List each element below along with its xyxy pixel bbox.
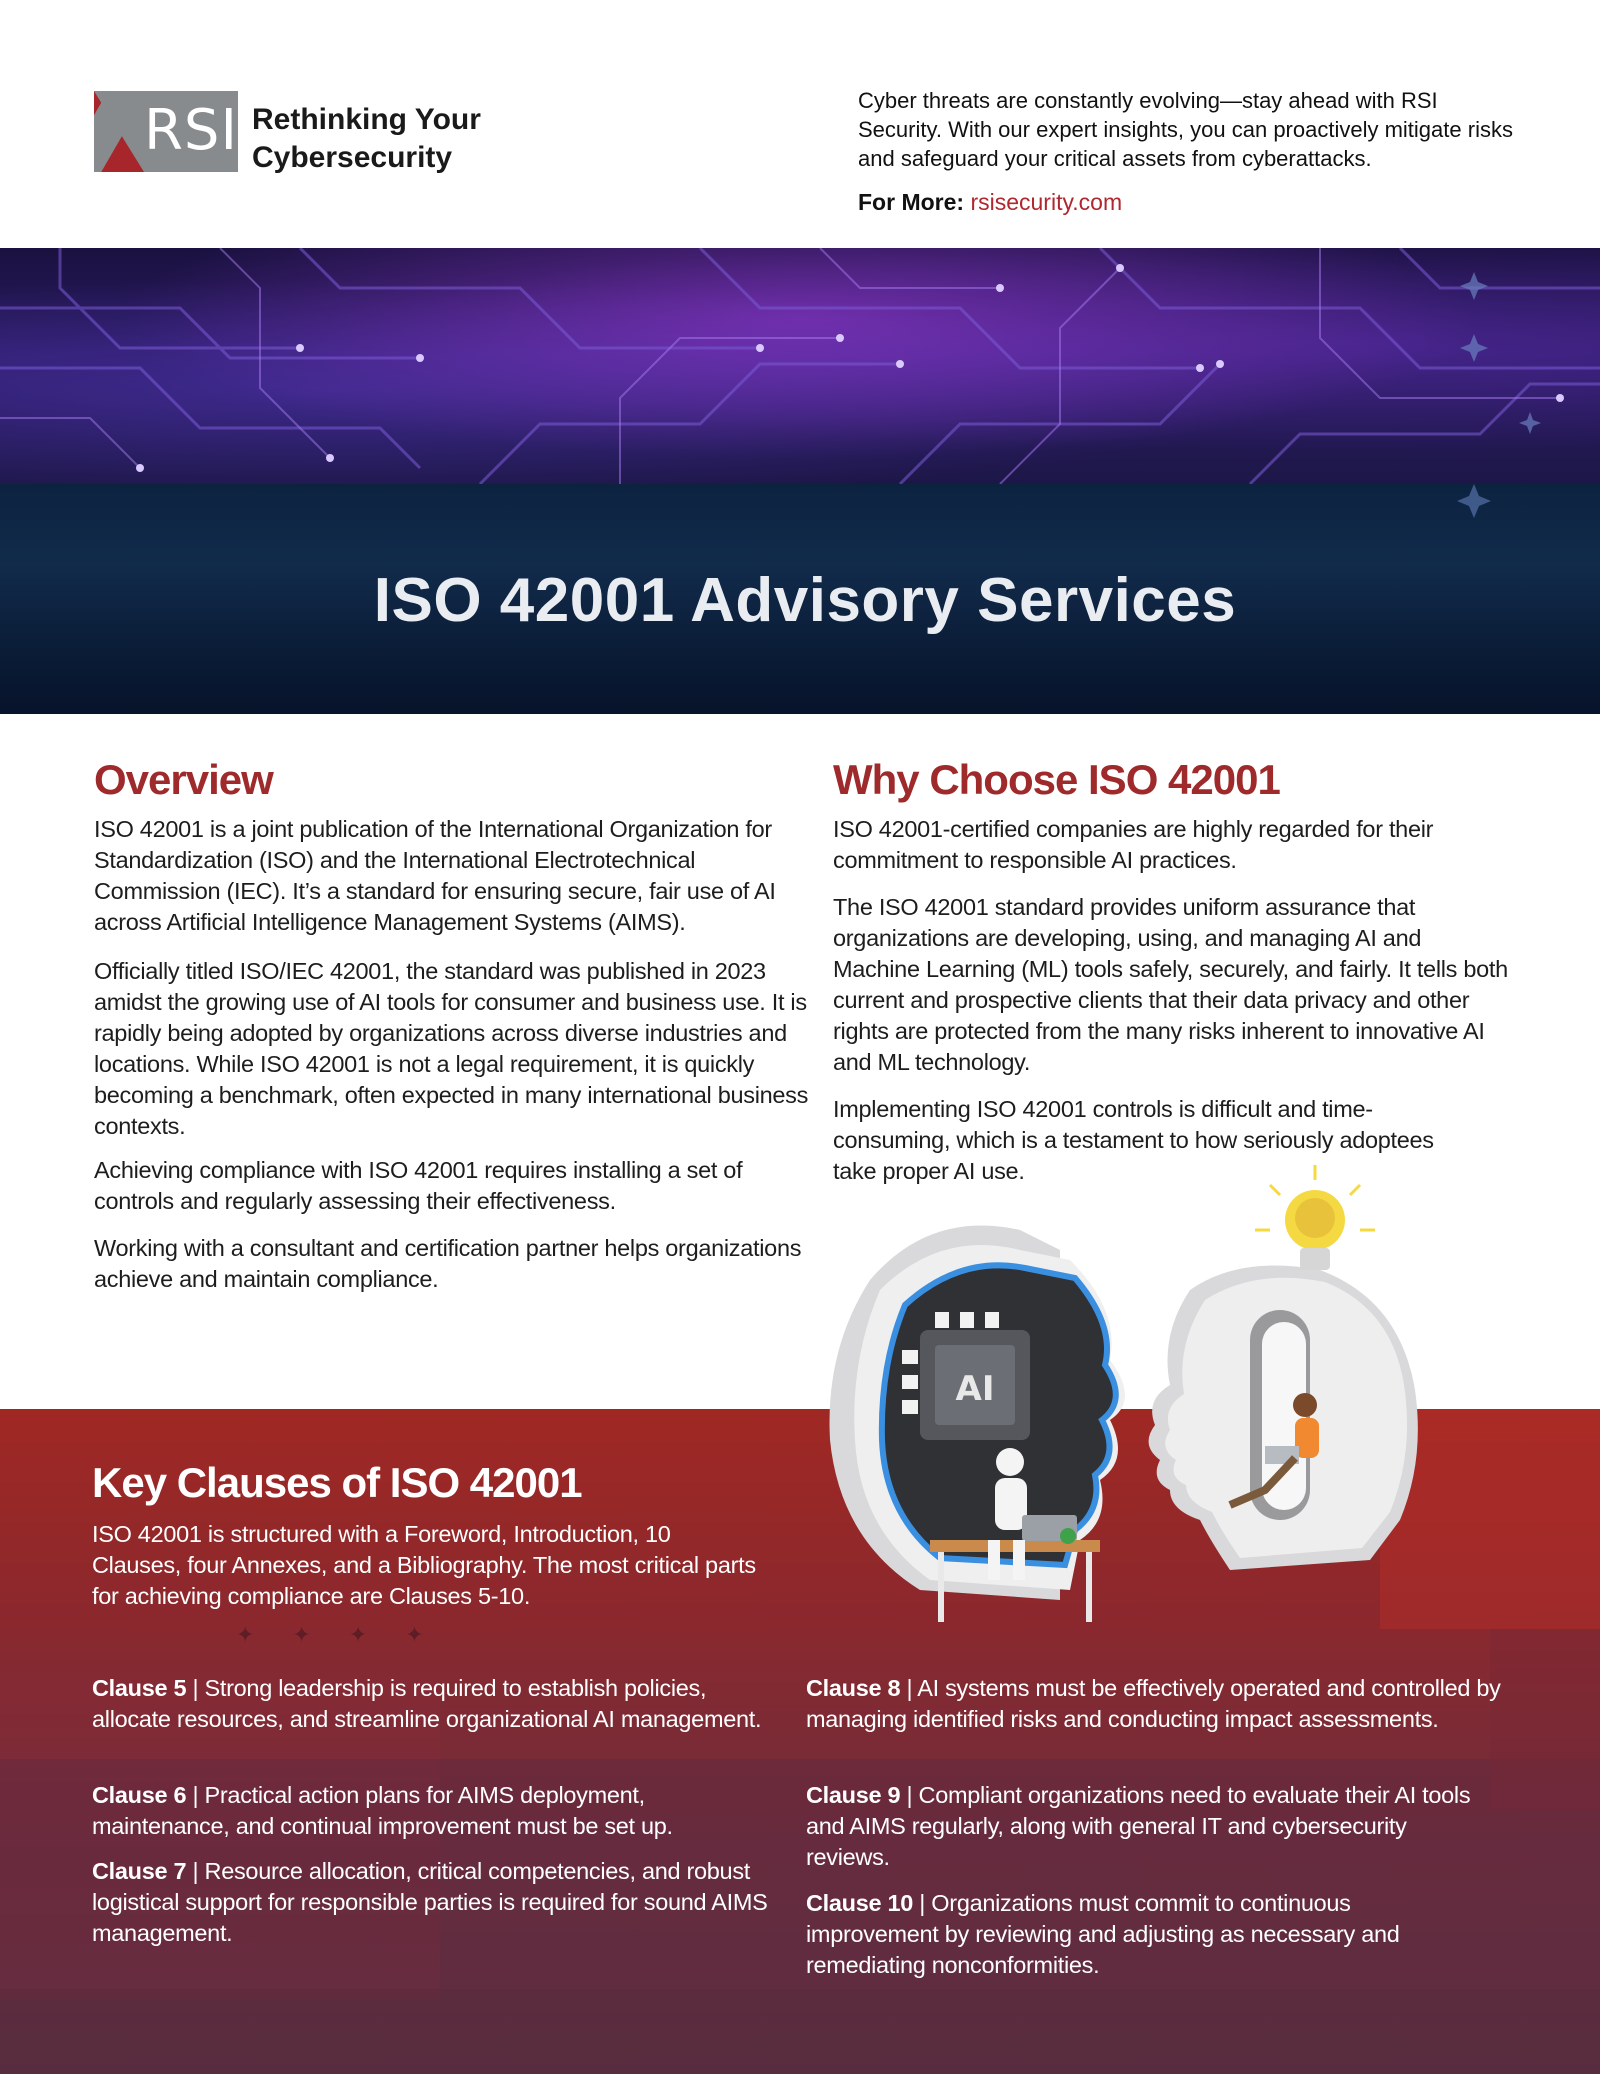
decorative-sparkles: ✦✦✦✦ — [236, 1623, 462, 1648]
clause-8-title: Clause 8 — [806, 1675, 901, 1701]
why-paragraph-2: The ISO 42001 standard provides uniform assurance that organizations are developing, using, and managing AI and Machine Learning (ML) tools safely, securely, and fairly. It tells both current and prospective clients that their data privacy and other rights are protected from the many risks inherent to innovative AI and ML technology. — [833, 894, 1508, 1075]
clause-8 — [806, 1673, 1506, 1735]
overview-paragraph-4: Working with a consultant and certification partner helps organizations achieve and maintain compliance. — [94, 1235, 802, 1292]
overview-paragraph-3: Achieving compliance with ISO 42001 requires installing a set of controls and regularly assessing their effectiveness. — [94, 1157, 743, 1214]
chip-label: AI — [955, 1369, 995, 1409]
human-head-icon — [1149, 1165, 1418, 1570]
clause-9-text: | Compliant organizations need to evaluate their AI tools and AIMS regularly, along with general IT and cybersecurity reviews. — [806, 1782, 1471, 1870]
clause-8-text: | AI systems must be effectively operated and controlled by managing identified risks and conducting impact assessments. — [806, 1675, 1501, 1732]
tagline-line1: Rethinking Your — [252, 103, 481, 136]
key-clauses-intro: ISO 42001 is structured with a Foreword, Introduction, 10 Clauses, four Annexes, and a Bibliography. The most critical parts for achieving compliance are Clauses 5-10. — [92, 1521, 756, 1609]
overview-paragraph-1: ISO 42001 is a joint publication of the International Organization for Standardization (ISO) and the International Electrotechnical Commission (IEC). It’s a standard for ensuring secure, fair use of AI across Artificial Intelligence Management Systems (AIMS). — [94, 816, 776, 935]
for-more-label: For More: — [858, 189, 965, 215]
clause-10-text: | Organizations must commit to continuous improvement by reviewing and adjusting as necessary and remediating nonconformities. — [806, 1890, 1400, 1978]
why-paragraph-3: Implementing ISO 42001 controls is difficult and time-consuming, which is a testament to how seriously adoptees take proper AI use. — [833, 1096, 1434, 1184]
header-blurb: Cyber threats are constantly evolving—stay ahead with RSI Security. With our expert insights, you can proactively mitigate risks and safeguard your critical assets from cyberattacks. — [858, 88, 1513, 171]
why-choose-heading: Why Choose ISO 42001 — [833, 756, 1280, 803]
clause-9 — [806, 1780, 1486, 1873]
robot-head-icon — [830, 1226, 1126, 1622]
tagline-line2: Cybersecurity — [252, 141, 453, 174]
ai-heads-illustration — [810, 1160, 1470, 1680]
logo-tagline — [252, 101, 512, 177]
circuit-traces — [0, 248, 1600, 484]
clause-10-title: Clause 10 — [806, 1890, 914, 1916]
overview-paragraph-2: Officially titled ISO/IEC 42001, the standard was published in 2023 amidst the growing use of AI tools for consumer and business use. It is rapidly being adopted by organizations across diverse industries and locations. While ISO 42001 is not a legal requirement, it is quickly becoming a benchmark, often expected in many international business contexts. — [94, 958, 809, 1139]
page-title: ISO 42001 Advisory Services — [373, 566, 1237, 635]
clause-7 — [92, 1856, 782, 1949]
logo-letters: RSI — [144, 98, 238, 163]
clause-10 — [806, 1888, 1486, 1981]
clause-7-title: Clause 7 — [92, 1858, 187, 1884]
clause-9-title: Clause 9 — [806, 1782, 901, 1808]
rsi-logo-mark — [94, 91, 238, 172]
clause-5-text: | Strong leadership is required to establish policies, allocate resources, and streamline organizational AI management. — [92, 1675, 762, 1732]
circuit-banner-image — [0, 248, 1600, 484]
for-more-line — [858, 187, 1122, 217]
key-clauses-heading: Key Clauses of ISO 42001 — [92, 1459, 582, 1506]
clause-7-text: | Resource allocation, critical competencies, and robust logistical support for responsible parties is required for sound AIMS management. — [92, 1858, 768, 1946]
brand-logo[interactable] — [94, 91, 514, 173]
lightbulb-icon — [1255, 1165, 1375, 1270]
website-link[interactable]: rsisecurity.com — [970, 189, 1123, 215]
clause-6 — [92, 1780, 772, 1842]
clause-6-title: Clause 6 — [92, 1782, 187, 1808]
clause-5 — [92, 1673, 772, 1735]
clause-6-text: | Practical action plans for AIMS deployment, maintenance, and continual improvement must be set up. — [92, 1782, 673, 1839]
why-paragraph-1: ISO 42001-certified companies are highly regarded for their commitment to responsible AI practices. — [833, 816, 1434, 873]
overview-heading: Overview — [94, 756, 273, 803]
clause-5-title: Clause 5 — [92, 1675, 187, 1701]
